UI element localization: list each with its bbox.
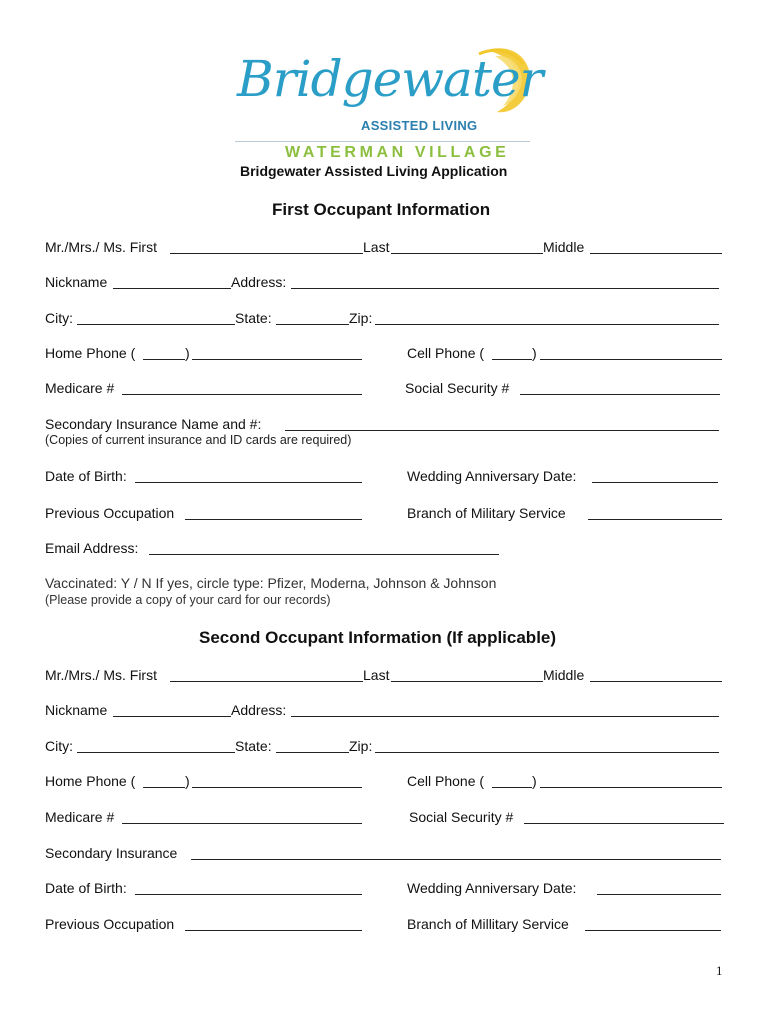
medicare-label: Medicare #	[45, 380, 115, 396]
first-city-row	[45, 309, 722, 327]
zip-field[interactable]	[375, 752, 719, 753]
page-number: 1	[716, 963, 723, 978]
email-field[interactable]	[149, 554, 499, 555]
secondary-insurance-label: Secondary Insurance Name and #:	[45, 416, 262, 432]
medicare-label: Medicare #	[45, 809, 115, 825]
cell-phone-area-field[interactable]	[492, 359, 532, 360]
second-nickname-row	[45, 701, 722, 719]
first-nickname-row	[45, 273, 722, 291]
first-dob-row	[45, 467, 722, 485]
bridgewater-logo	[225, 40, 545, 168]
email-label: Email Address:	[45, 540, 139, 556]
anniversary-label: Wedding Anniversary Date:	[407, 880, 577, 896]
first-phone-row	[45, 344, 722, 362]
second-dob-row	[45, 879, 722, 897]
insurance-note: (Copies of current insurance and ID cards are required)	[45, 433, 352, 447]
second-name-row	[45, 666, 722, 684]
secondary-insurance-label: Secondary Insurance	[45, 845, 178, 861]
secondary-insurance-field[interactable]	[285, 430, 719, 431]
occupation-label: Previous Occupation	[45, 916, 175, 932]
first-insurance-row	[45, 415, 722, 433]
home-phone-field[interactable]	[192, 787, 362, 788]
middle-name-field[interactable]	[590, 253, 722, 254]
occupation-field[interactable]	[185, 930, 362, 931]
second-city-row	[45, 737, 722, 755]
social-security-label: Social Security #	[405, 380, 510, 396]
occupation-label: Previous Occupation	[45, 505, 175, 521]
address-label: Address:	[231, 702, 287, 718]
anniversary-field[interactable]	[597, 894, 721, 895]
second-insurance-row	[45, 844, 722, 862]
cell-phone-area-field[interactable]	[492, 787, 532, 788]
middle-name-label: Middle	[543, 667, 585, 683]
second-occupant-heading: Second Occupant Information (If applicable)	[199, 628, 557, 647]
dob-field[interactable]	[135, 894, 362, 895]
state-label: State:	[235, 738, 272, 754]
city-label: City:	[45, 738, 73, 754]
zip-label: Zip:	[349, 310, 373, 326]
city-field[interactable]	[77, 324, 235, 325]
occupation-field[interactable]	[185, 519, 362, 520]
military-field[interactable]	[588, 519, 722, 520]
first-email-row	[45, 539, 722, 557]
name-prefix-label: Mr./Mrs./ Ms. First	[45, 239, 157, 255]
first-name-row	[45, 238, 722, 256]
home-phone-field[interactable]	[192, 359, 362, 360]
city-label: City:	[45, 310, 73, 326]
nickname-label: Nickname	[45, 274, 108, 290]
vaccinated-note: (Please provide a copy of your card for our records)	[45, 593, 331, 607]
cell-phone-paren: )	[532, 345, 537, 361]
cell-phone-field[interactable]	[540, 359, 722, 360]
nickname-label: Nickname	[45, 702, 108, 718]
logo-divider	[235, 141, 530, 142]
zip-field[interactable]	[375, 324, 719, 325]
first-name-field[interactable]	[170, 253, 363, 254]
first-occupation-row	[45, 504, 722, 522]
nickname-field[interactable]	[113, 288, 231, 289]
cell-phone-label: Cell Phone (	[407, 345, 485, 361]
cell-phone-paren: )	[532, 773, 537, 789]
first-name-field[interactable]	[170, 681, 363, 682]
anniversary-label: Wedding Anniversary Date:	[407, 468, 577, 484]
social-security-field[interactable]	[520, 394, 720, 395]
second-medicare-row	[45, 808, 722, 826]
second-phone-row	[45, 772, 722, 790]
middle-name-label: Middle	[543, 239, 585, 255]
social-security-field[interactable]	[524, 823, 724, 824]
vaccinated-line: Vaccinated: Y / N If yes, circle type: Pfizer, Moderna, Johnson & Johnson	[45, 575, 497, 591]
state-label: State:	[235, 310, 272, 326]
home-phone-label: Home Phone (	[45, 345, 136, 361]
home-phone-paren: )	[185, 773, 190, 789]
last-name-field[interactable]	[391, 681, 543, 682]
dob-field[interactable]	[135, 482, 362, 483]
logo-village-text: WATERMAN VILLAGE	[285, 144, 510, 161]
military-label: Branch of Millitary Service	[407, 916, 569, 932]
second-occupation-row	[45, 915, 722, 933]
dob-label: Date of Birth:	[45, 880, 127, 896]
home-phone-area-field[interactable]	[143, 787, 185, 788]
home-phone-paren: )	[185, 345, 190, 361]
zip-label: Zip:	[349, 738, 373, 754]
city-field[interactable]	[77, 752, 235, 753]
cell-phone-label: Cell Phone (	[407, 773, 485, 789]
medicare-field[interactable]	[122, 394, 362, 395]
cell-phone-field[interactable]	[540, 787, 722, 788]
logo-subtitle: ASSISTED LIVING	[361, 118, 478, 133]
name-prefix-label: Mr./Mrs./ Ms. First	[45, 667, 157, 683]
address-field[interactable]	[291, 716, 719, 717]
secondary-insurance-field[interactable]	[191, 859, 721, 860]
last-name-label: Last	[363, 239, 390, 255]
home-phone-area-field[interactable]	[143, 359, 185, 360]
last-name-field[interactable]	[391, 253, 543, 254]
address-label: Address:	[231, 274, 287, 290]
state-field[interactable]	[276, 324, 349, 325]
nickname-field[interactable]	[113, 716, 231, 717]
first-occupant-heading: First Occupant Information	[272, 200, 491, 219]
military-label: Branch of Military Service	[407, 505, 566, 521]
form-title: Bridgewater Assisted Living Application	[240, 163, 508, 179]
last-name-label: Last	[363, 667, 390, 683]
medicare-field[interactable]	[122, 823, 362, 824]
dob-label: Date of Birth:	[45, 468, 127, 484]
state-field[interactable]	[276, 752, 349, 753]
home-phone-label: Home Phone (	[45, 773, 136, 789]
social-security-label: Social Security #	[409, 809, 514, 825]
address-field[interactable]	[291, 288, 719, 289]
logo-script-text: Bridgewater	[237, 50, 543, 108]
anniversary-field[interactable]	[592, 482, 718, 483]
first-medicare-row	[45, 379, 722, 397]
middle-name-field[interactable]	[590, 681, 722, 682]
military-field[interactable]	[585, 930, 721, 931]
